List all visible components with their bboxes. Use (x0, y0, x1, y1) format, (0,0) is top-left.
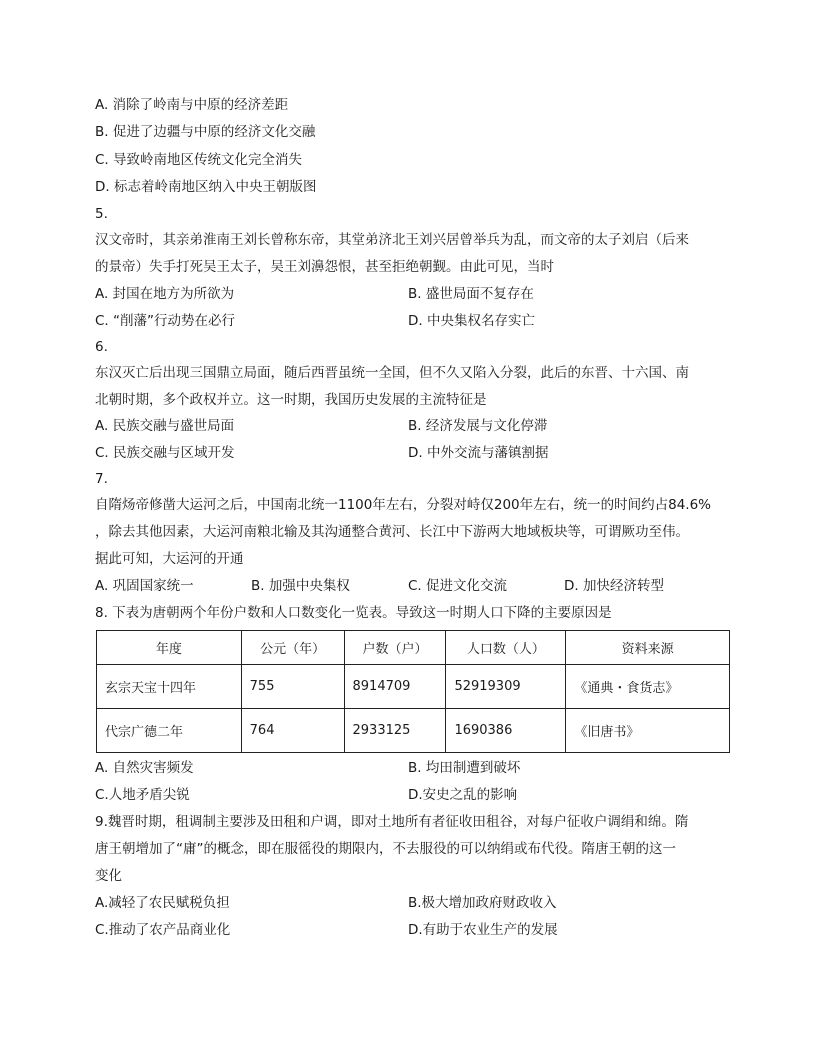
q6-option-a: A. 民族交融与盛世局面 (95, 418, 235, 434)
table-header-cell: 资料来源 (566, 631, 730, 665)
table-cell: 764 (241, 709, 344, 753)
table-header-cell: 户数（户） (344, 631, 446, 665)
table-header-cell: 年度 (97, 631, 242, 665)
q6-stem-line-2: 北朝时期，多个政权并立。这一时期，我国历史发展的主流特征是 (95, 392, 487, 408)
table-cell: 52919309 (446, 665, 566, 709)
q4-option-a: A. 消除了岭南与中原的经济差距 (95, 97, 289, 113)
population-table (96, 630, 730, 753)
q5-stem-line-1: 汉文帝时，其亲弟淮南王刘长曾称东帝，其堂弟济北王刘兴居曾举兵为乱，而文帝的太子刘启（后来 (95, 232, 689, 248)
q6-option-b: B. 经济发展与文化停滞 (408, 418, 548, 434)
q8-stem: 8. 下表为唐朝两个年份户数和人口数变化一览表。导致这一时期人口下降的主要原因是 (95, 605, 612, 621)
q8-option-c: C.人地矛盾尖锐 (95, 787, 190, 803)
q7-option-b: B. 加强中央集权 (251, 578, 350, 594)
q6-option-d: D. 中外交流与藩镇割据 (408, 445, 549, 461)
table-cell: 《旧唐书》 (566, 709, 730, 753)
q9-option-b: B.极大增加政府财政收入 (408, 895, 557, 911)
q4-option-c: C. 导致岭南地区传统文化完全消失 (95, 152, 303, 168)
q7-option-c: C. 促进文化交流 (408, 578, 508, 594)
table-header-cell: 人口数（人） (446, 631, 566, 665)
table-header-row (97, 631, 730, 665)
q6-number: 6. (95, 339, 108, 355)
q4-option-d: D. 标志着岭南地区纳入中央王朝版图 (95, 179, 317, 195)
table-header-cell: 公元（年） (241, 631, 344, 665)
q5-option-b: B. 盛世局面不复存在 (408, 286, 534, 302)
q7-stem-line-2: ，除去其他因素，大运河南粮北输及其沟通整合黄河、长江中下游两大地域板块等，可谓厥功至伟。 (95, 524, 689, 540)
q8-option-b: B. 均田制遭到破坏 (408, 760, 521, 776)
table-cell: 代宗广德二年 (97, 709, 242, 753)
table-row (97, 665, 730, 709)
q6-stem-line-1: 东汉灭亡后出现三国鼎立局面，随后西晋虽统一全国，但不久又陷入分裂，此后的东晋、十六国、南 (95, 365, 689, 381)
table-row (97, 709, 730, 753)
q9-option-d: D.有助于农业生产的发展 (408, 922, 558, 938)
q8-option-d: D.安史之乱的影响 (408, 787, 518, 803)
q8-option-a: A. 自然灾害频发 (95, 760, 194, 776)
q7-option-d: D. 加快经济转型 (564, 578, 664, 594)
table-cell: 玄宗天宝十四年 (97, 665, 242, 709)
q7-stem-line-3: 据此可知，大运河的开通 (95, 551, 244, 567)
q7-stem-line-1: 自隋炀帝修凿大运河之后，中国南北统一1100年左右，分裂对峙仅200年左右，统一的时间约占84.6% (95, 497, 712, 513)
q9-option-c: C.推动了农产品商业化 (95, 922, 231, 938)
q5-stem-line-2: 的景帝）失手打死吴王太子，吴王刘濞怨恨，甚至拒绝朝觐。由此可见，当时 (95, 259, 554, 275)
q5-option-a: A. 封国在地方为所欲为 (95, 286, 235, 302)
table-cell: 755 (241, 665, 344, 709)
q7-option-a: A. 巩固国家统一 (95, 578, 194, 594)
q5-number: 5. (95, 206, 108, 222)
q5-option-c: C. “削藩”行动势在必行 (95, 313, 235, 329)
q9-option-a: A.减轻了农民赋税负担 (95, 895, 230, 911)
q9-stem-line-1: 9.魏晋时期，租调制主要涉及田租和户调，即对土地所有者征收田租谷，对每户征收户调绢和绵。隋 (95, 814, 689, 830)
table-cell: 2933125 (344, 709, 446, 753)
table-cell: 《通典・食货志》 (566, 665, 730, 709)
q5-option-d: D. 中央集权名存实亡 (408, 313, 535, 329)
q9-stem-line-3: 变化 (95, 868, 122, 884)
q7-number: 7. (95, 471, 108, 487)
table-cell: 1690386 (446, 709, 566, 753)
q6-option-c: C. 民族交融与区域开发 (95, 445, 235, 461)
q9-stem-line-2: 唐王朝增加了“庸”的概念，即在服徭役的期限内，不去服役的可以纳绢或布代役。隋唐王朝的这一 (95, 841, 676, 857)
table-cell: 8914709 (344, 665, 446, 709)
q4-option-b: B. 促进了边疆与中原的经济文化交融 (95, 124, 316, 140)
